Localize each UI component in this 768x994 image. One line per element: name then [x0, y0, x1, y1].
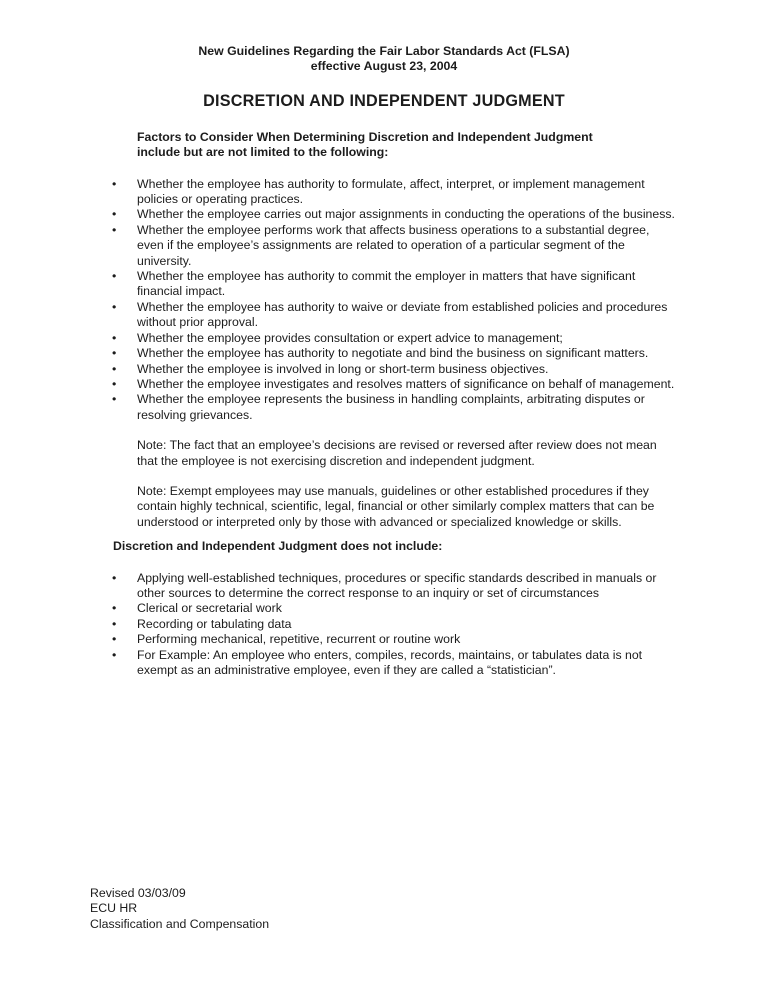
list-item: • Whether the employee is involved in long or short-term business objectives. [112, 362, 678, 377]
factors-heading: Factors to Consider When Determining Discretion and Independent Judgment include but are not limited to the following: [137, 129, 593, 160]
list-item: • For Example: An employee who enters, compiles, records, maintains, or tabulates data is not exempt as an administrative employee, even if they are called a “statistician”. [112, 648, 678, 679]
list-item: • Whether the employee has authority to commit the employer in matters that have significant financial impact. [112, 269, 678, 300]
note-paragraph-2: Note: Exempt employees may use manuals, guidelines or other established procedures if they contain highly technical, scientific, legal, financial or other similarly complex matters that can be understood or interpreted only by those with advanced or specialized knowledge or skills. [137, 483, 655, 529]
header-line-2: effective August 23, 2004 [310, 59, 458, 74]
not-include-bullet-list [90, 571, 678, 679]
list-item: • Whether the employee carries out major assignments in conducting the operations of the business. [112, 207, 678, 222]
list-item: • Whether the employee has authority to formulate, affect, interpret, or implement management policies or operating practices. [112, 177, 678, 208]
list-item: • Whether the employee performs work that affects business operations to a substantial degree, even if the employee’s assignments are related to operation of a particular segment of the university. [112, 223, 678, 269]
list-item: • Applying well-established techniques, procedures or specific standards described in manuals or other sources to determine the correct response to an inquiry or set of circumstances [112, 571, 678, 602]
factors-bullet-list [90, 177, 678, 424]
not-include-heading: Discretion and Independent Judgment does not include: [113, 539, 443, 554]
header-line-1: New Guidelines Regarding the Fair Labor Standards Act (FLSA) [198, 44, 570, 58]
footer-org: ECU HR [90, 901, 138, 916]
list-item: • Whether the employee provides consultation or expert advice to management; [112, 331, 678, 346]
list-item: • Whether the employee has authority to waive or deviate from established policies and procedures without prior approval. [112, 300, 678, 331]
footer-revised-date: Revised 03/03/09 [90, 886, 186, 900]
list-item: • Clerical or secretarial work [112, 601, 678, 616]
page-title: DISCRETION AND INDEPENDENT JUDGMENT [203, 91, 565, 110]
list-item: • Whether the employee investigates and resolves matters of significance on behalf of management. [112, 377, 678, 392]
note-paragraph-1: Note: The fact that an employee’s decisions are revised or reversed after review does not mean that the employee is not exercising discretion and independent judgment. [137, 438, 657, 468]
list-item: • Whether the employee represents the business in handling complaints, arbitrating disputes or resolving grievances. [112, 392, 678, 423]
document-footer [90, 886, 269, 932]
list-item: • Recording or tabulating data [112, 617, 678, 632]
list-item: • Performing mechanical, repetitive, recurrent or routine work [112, 632, 678, 647]
list-item: • Whether the employee has authority to negotiate and bind the business on significant matters. [112, 346, 678, 361]
document-header [90, 44, 678, 75]
footer-dept: Classification and Compensation [90, 916, 270, 931]
